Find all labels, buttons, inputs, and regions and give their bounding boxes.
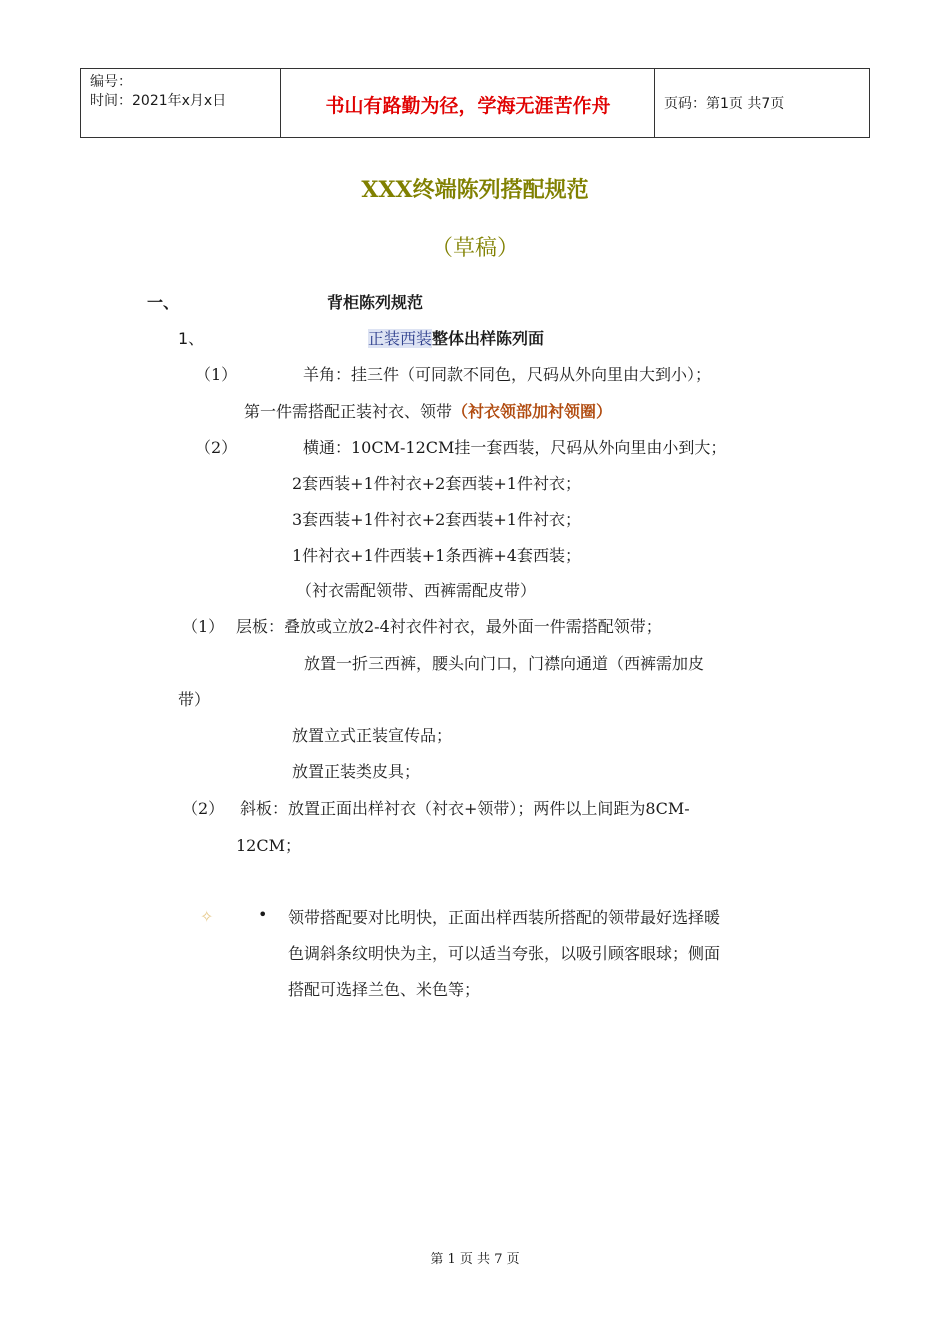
header-meta	[90, 73, 226, 111]
note-line: 领带搭配要对比明快，正面出样西装所搭配的领带最好选择暖	[288, 908, 721, 927]
item-c-line2-wrap: 带）	[178, 690, 211, 709]
item-a-number: （1）	[195, 365, 238, 384]
item-b-line: 1件衬衣+1件西装+1条西裤+4套西装；	[292, 546, 581, 565]
item-d-wrap: 12CM；	[236, 836, 301, 855]
item-a-line2-plain: 第一件需搭配正装衬衣、领带	[244, 402, 453, 421]
document-subtitle: （草稿）	[430, 236, 519, 261]
header-divider-2	[654, 69, 655, 137]
sparkle-icon: ✧	[200, 907, 214, 926]
section-heading: 背柜陈列规范	[327, 293, 424, 312]
bullet-icon: •	[258, 905, 268, 924]
header-number: 编号：	[90, 74, 132, 90]
header-motto: 书山有路勤为径，学海无涯苦作舟	[325, 95, 611, 117]
item-b-line: （衬衣需配领带、西裤需配皮带）	[296, 581, 537, 600]
page-footer: 第 1 页 共 7 页	[430, 1252, 520, 1267]
note-line: 色调斜条纹明快为主，可以适当夸张，以吸引顾客眼球；侧面	[288, 944, 721, 963]
header-border-right	[869, 69, 870, 137]
note-line: 搭配可选择兰色、米色等；	[288, 980, 481, 999]
item-c-text: 层板：叠放或立放2-4衬衣件衬衣，最外面一件需搭配领带；	[236, 617, 662, 636]
subsection-heading	[368, 326, 544, 349]
item-c-line3: 放置立式正装宣传品；	[292, 726, 453, 745]
subsection-heading-rest: 整体出样陈列面	[432, 329, 545, 348]
item-a-line2	[244, 399, 612, 422]
document-title: XXX终端陈列搭配规范	[361, 177, 589, 203]
item-c-number: （1）	[182, 617, 225, 636]
header-page-info: 页码：第1页 共7页	[664, 96, 785, 112]
header-border-left	[80, 69, 81, 137]
document-header	[80, 68, 870, 138]
item-a-line2-note: （衬衣领部加衬领圈）	[452, 402, 613, 421]
header-divider-1	[280, 69, 281, 137]
item-b-text: 横通：10CM-12CM挂一套西装，尺码从外向里由小到大；	[303, 438, 727, 457]
subsection-number: 1、	[178, 329, 205, 348]
item-c-line2: 放置一折三西裤，腰头向门口，门襟向通道（西裤需加皮	[304, 654, 705, 673]
item-d-number: （2）	[182, 799, 225, 818]
item-b-line: 2套西装+1件衬衣+2套西装+1件衬衣；	[292, 474, 581, 493]
section-number: 一、	[147, 293, 180, 312]
item-b-number: （2）	[195, 438, 238, 457]
subsection-highlight: 正装西装	[368, 329, 433, 348]
item-b-line: 3套西装+1件衬衣+2套西装+1件衬衣；	[292, 510, 581, 529]
item-d-text: 斜板：放置正面出样衬衣（衬衣+领带）；两件以上间距为8CM-	[240, 799, 690, 818]
header-time: 时间：2021年x月x日	[90, 93, 227, 109]
item-c-line4: 放置正装类皮具；	[292, 762, 421, 781]
item-a-text: 羊角：挂三件（可同款不同色，尺码从外向里由大到小）；	[303, 365, 712, 384]
